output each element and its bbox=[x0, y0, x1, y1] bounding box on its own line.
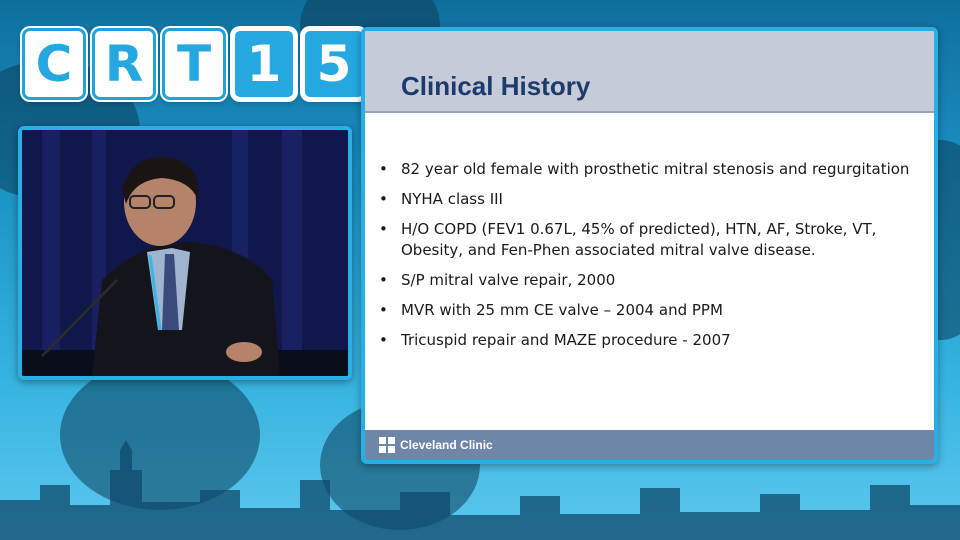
bullet-marker: • bbox=[379, 160, 388, 178]
slide-bullet-list bbox=[379, 159, 919, 360]
logo-letter-tile: T bbox=[162, 28, 226, 100]
cleveland-clinic-wordmark: Cleveland Clinic bbox=[400, 438, 493, 452]
bullet-marker: • bbox=[379, 301, 388, 319]
cleveland-clinic-mark-icon bbox=[379, 437, 395, 453]
bullet-item bbox=[379, 159, 919, 180]
bullet-text: MVR with 25 mm CE valve – 2004 and PPM bbox=[401, 301, 723, 319]
slide-header-band bbox=[365, 31, 934, 113]
bullet-text: Tricuspid repair and MAZE procedure - 2007 bbox=[401, 331, 731, 349]
bullet-text: H/O COPD (FEV1 0.67L, 45% of predicted), HTN, AF, Stroke, VT, Obesity, and Fen-Phen associated mitral valve disease. bbox=[401, 220, 877, 259]
bullet-text: NYHA class III bbox=[401, 190, 503, 208]
speaker-video bbox=[22, 130, 348, 376]
bullet-marker: • bbox=[379, 331, 388, 349]
bullet-item bbox=[379, 219, 919, 261]
bullet-item bbox=[379, 330, 919, 351]
bullet-text: S/P mitral valve repair, 2000 bbox=[401, 271, 616, 289]
bullet-text: 82 year old female with prosthetic mitral stenosis and regurgitation bbox=[401, 160, 910, 178]
bullet-item bbox=[379, 300, 919, 321]
bullet-marker: • bbox=[379, 271, 388, 289]
slide-footer-band bbox=[365, 430, 934, 460]
bullet-marker: • bbox=[379, 190, 388, 208]
logo-letter-tile: R bbox=[92, 28, 156, 100]
logo-number-tile: 5 bbox=[302, 28, 366, 100]
speaker-silhouette-illustration bbox=[22, 130, 348, 376]
slide-title: Clinical History bbox=[401, 71, 591, 101]
logo-letter-tile: C bbox=[22, 28, 86, 100]
speaker-video-panel bbox=[18, 126, 352, 380]
crt15-logo bbox=[22, 28, 366, 100]
bullet-item bbox=[379, 189, 919, 210]
bullet-marker: • bbox=[379, 220, 388, 238]
cleveland-clinic-logo bbox=[379, 437, 493, 453]
presentation-slide bbox=[361, 27, 938, 464]
logo-number-tile: 1 bbox=[232, 28, 296, 100]
bullet-item bbox=[379, 270, 919, 291]
